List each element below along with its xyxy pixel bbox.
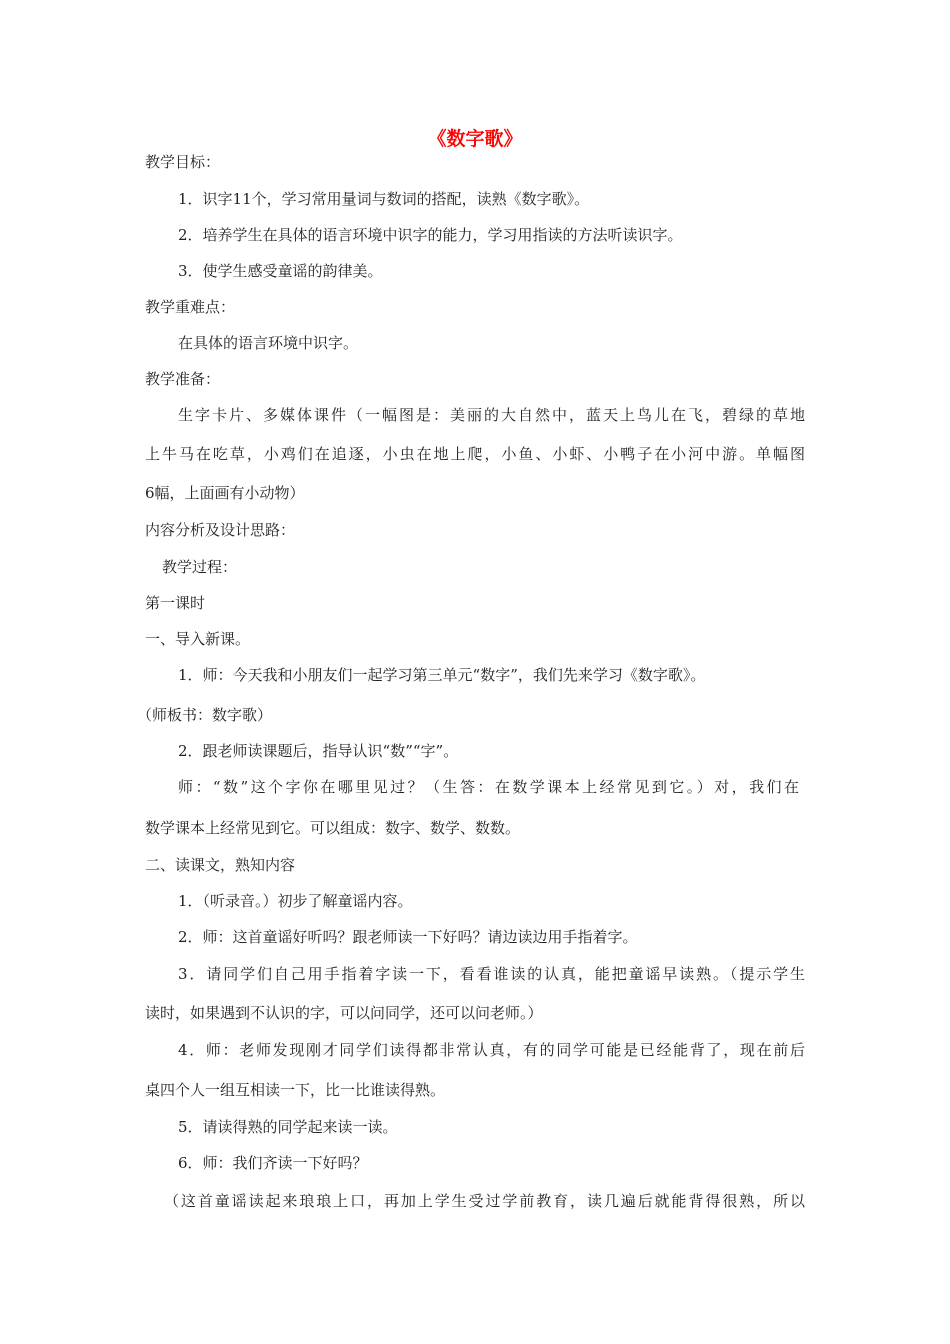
paragraph-line: 5．请读得熟的同学起来读一读。 [178,1118,398,1136]
paragraph-line: 上牛马在吃草，小鸡们在追逐，小虫在地上爬，小鱼、小虾、小鸭子在小河中游。单幅图 [145,445,805,463]
paragraph-line: 数学课本上经常见到它。可以组成：数字、数学、数数。 [145,819,521,837]
paragraph-line: （师板书：数字歌） [137,706,273,724]
document-title: 《数字歌》 [427,128,523,150]
paragraph-line: 3．请同学们自己用手指着字读一下，看看谁读的认真，能把童谣早读熟。（提示学生 [178,965,805,983]
paragraph-line: 3．使学生感受童谣的韵律美。 [178,262,383,280]
paragraph-line: 2．培养学生在具体的语言环境中识字的能力，学习用指读的方法听读识字。 [178,226,683,244]
paragraph-line: 在具体的语言环境中识字。 [178,334,359,352]
paragraph-line: 1．（听录音。）初步了解童谣内容。 [178,892,413,910]
paragraph-line: 4．师：老师发现刚才同学们读得都非常认真，有的同学可能是已经能背了，现在前后 [178,1041,805,1059]
heading-key-points: 教学重难点： [145,298,236,316]
heading-process: 教学过程： [162,558,238,576]
paragraph-line: （这首童谣读起来琅琅上口，再加上学生受过学前教育，读几遍后就能背得很熟，所以 [164,1192,805,1210]
paragraph-line: 师：“数”这个字你在哪里见过？（生答：在数学课本上经常见到它。）对，我们在 [178,778,799,796]
paragraph-line: 生字卡片、多媒体课件（一幅图是：美丽的大自然中，蓝天上鸟儿在飞，碧绿的草地 [178,406,805,424]
paragraph-line: 6幅，上面画有小动物） [145,484,305,502]
paragraph-line: 1．师：今天我和小朋友们一起学习第三单元“数字”，我们先来学习《数字歌》。 [178,666,706,684]
paragraph-line: 6．师：我们齐读一下好吗？ [178,1154,368,1172]
paragraph-line: 2．师：这首童谣好听吗？跟老师读一下好吗？请边读边用手指着字。 [178,928,638,946]
heading-objectives: 教学目标： [145,153,221,171]
heading-lesson-one: 第一课时 [145,594,206,612]
heading-section-one: 一、导入新课。 [145,630,251,648]
paragraph-line: 读时，如果遇到不认识的字，可以问同学，还可以问老师。） [145,1004,543,1022]
heading-preparation: 教学准备： [145,370,221,388]
paragraph-line: 桌四个人一组互相读一下，比一比谁读得熟。 [145,1081,446,1099]
heading-section-two: 二、读课文，熟知内容 [145,856,296,874]
paragraph-line: 2．跟老师读课题后，指导认识“数”“字”。 [178,742,459,760]
heading-analysis: 内容分析及设计思路： [145,521,296,539]
paragraph-line: 1．识字11个，学习常用量词与数词的搭配，读熟《数字歌》。 [178,190,590,208]
